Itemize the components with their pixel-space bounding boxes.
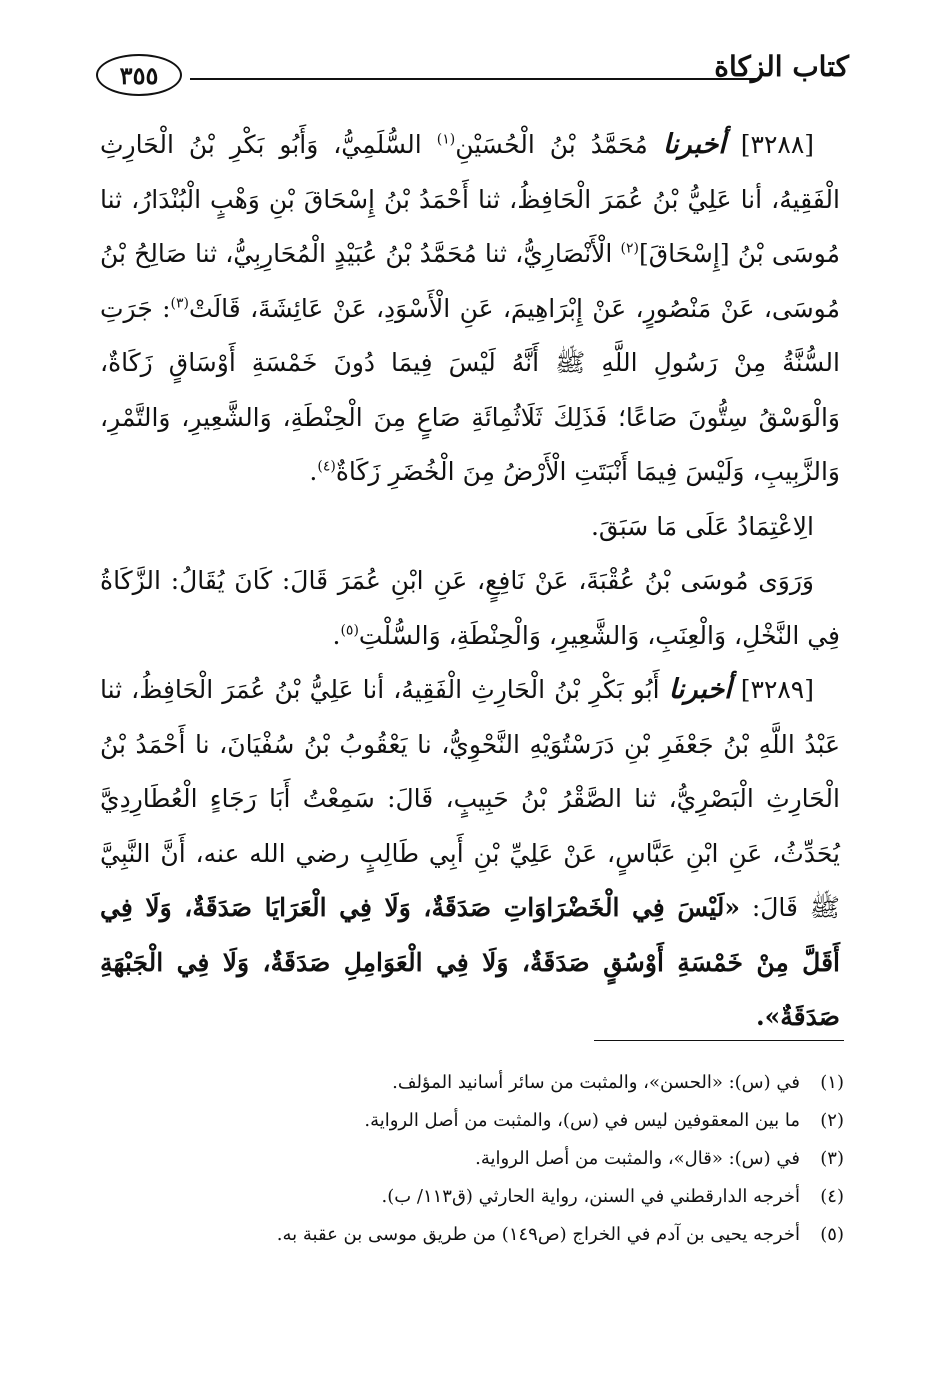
itimad-line: الِاعْتِمَادُ عَلَى مَا سَبَقَ. (590, 511, 814, 541)
main-text (100, 118, 840, 1045)
footnote-number: (٢) (820, 1110, 844, 1131)
footnote-separator (594, 1040, 844, 1041)
musa-paragraph (100, 554, 840, 663)
footnote-item (164, 1178, 844, 1216)
isnad-text: مُحَمَّدُ بْنُ الْحُسَيْنِ (455, 130, 648, 159)
book-title: كتاب الزكاة (714, 50, 849, 83)
footnote-text: ما بين المعقوفين ليس في (س)، والمثبت من أصل الرواية. (364, 1110, 800, 1131)
footnote-ref-5: (٥) (340, 622, 359, 639)
isnad-text: أَبُو بَكْرِ بْنُ الْحَارِثِ الْفَقِيهُ، أنا عَلِيُّ بْنُ عُمَرَ الْحَافِظُ، ثنا عَبْدُ اللَّهِ بْنُ جَعْفَرِ بْنِ دَرَسْتُوَيْهِ النَّحْوِيُّ، نا يَعْقُوبُ بْنُ سُفْيَانَ، نا أَحْمَدُ بْنُ الْحَارِثِ الْبَصْرِيُّ، ثنا الصَّقْرُ بْنُ حَبِيبٍ، قَالَ: سَمِعْتُ أَبَا رَجَاءٍ الْعُطَارِدِيَّ يُحَدِّثُ، عَنِ ابْنِ عَبَّاسٍ، عَنْ عَلِيِّ بْنِ أَبِي طَالِبٍ رضي الله عنه، أَنَّ النَّبِيَّ ﷺ قَالَ: (100, 675, 840, 922)
footnotes (164, 1064, 844, 1254)
footnote-number: (٣) (820, 1148, 844, 1169)
isnad-text: الْأَنْصَارِيُّ، ثنا مُحَمَّدُ بْنُ عُبَيْدٍ الْمُحَارِبِيُّ، ثنا صَالِحُ بْنُ مُوسَى، عَنْ مَنْصُورٍ، عَنْ إِبْرَاهِيمَ، عَنِ الْأَسْوَدِ، عَنْ عَائِشَةَ، قَالَتْ (100, 239, 840, 323)
footnote-ref-3: (٣) (170, 295, 190, 312)
punctuation: . (309, 457, 318, 486)
punctuation: . (332, 620, 341, 650)
akhbarana-label: أخبرنا (668, 674, 732, 705)
footnote-item (164, 1064, 844, 1102)
hadith-number: [٣٢٨٩] (740, 675, 814, 704)
matn-text: : جَرَتِ السُّنَّةُ مِنْ رَسُولِ اللَّهِ ﷺ أَنَّهُ لَيْسَ فِيمَا دُونَ خَمْسَةِ أَوْسَاقٍ زَكَاةٌ، وَالْوَسْقُ سِتُّونَ صَاعًا؛ فَذَلِكَ ثَلَاثُمِائَةِ صَاعٍ مِنَ الْحِنْطَةِ، وَالشَّعِيرِ، وَالتَّمْرِ، وَالزَّبِيبِ، وَلَيْسَ فِيمَا أَنْبَتَتِ الْأَرْضُ مِنَ الْخُضَرِ زَكَاةٌ (100, 293, 840, 486)
header-rule (190, 78, 760, 80)
hadith-number: [٣٢٨٨] (740, 130, 815, 159)
hadith-3288 (100, 118, 840, 500)
footnote-text: في (س): «الحسن»، والمثبت من سائر أسانيد المؤلف. (392, 1072, 800, 1093)
hadith-3289 (100, 663, 840, 1045)
footnote-ref-2: (٢) (620, 240, 640, 257)
prophetic-quote: «لَيْسَ فِي الْخَضْرَاوَاتِ صَدَقَةٌ، وَلَا فِي الْعَرَايَا صَدَقَةٌ، وَلَا فِي أَقَلَّ مِنْ خَمْسَةِ أَوْسُقٍ صَدَقَةٌ، وَلَا فِي الْعَوَامِلِ صَدَقَةٌ، وَلَا فِي الْجَبْهَةِ صَدَقَةٌ». (100, 893, 840, 1031)
page-number: ٣٥٥ (96, 54, 182, 96)
footnote-text: أخرجه يحيى بن آدم في الخراج (ص١٤٩) من طريق موسى بن عقبة به. (276, 1224, 800, 1245)
footnote-item (164, 1216, 844, 1254)
footnote-number: (٤) (820, 1186, 844, 1207)
footnote-number: (٥) (820, 1224, 844, 1245)
footnote-text: في (س): «قال»، والمثبت من أصل الرواية. (475, 1148, 800, 1169)
footnote-ref-4: (٤) (317, 458, 336, 475)
akhbarana-label: أخبرنا (662, 129, 726, 160)
footnote-text: أخرجه الدارقطني في السنن، رواية الحارثي (ق١١٣/ ب). (381, 1186, 800, 1207)
footnote-ref-1: (١) (436, 131, 456, 148)
page-header (0, 40, 937, 110)
isnad-text: السُّلَمِيُّ، وَأَبُو بَكْرِ بْنُ الْحَارِثِ الْفَقِيهُ، أنا عَلِيُّ بْنُ عُمَرَ الْحَافِظُ، ثنا أَحْمَدُ بْنُ إِسْحَاقَ بْنِ وَهْبٍ الْبُنْدَارُ، ثنا مُوسَى بْنُ [إِسْحَاقَ] (100, 130, 841, 268)
musa-text: وَرَوَى مُوسَى بْنُ عُقْبَةَ، عَنْ نَافِعٍ، عَنِ ابْنِ عُمَرَ قَالَ: كَانَ يُقَالُ: الزَّكَاةُ فِي النَّخْلِ، وَالْعِنَبِ، وَالشَّعِيرِ، وَالْحِنْطَةِ، وَالسُّلْتِ (100, 566, 840, 650)
footnote-number: (١) (820, 1072, 844, 1093)
footnote-item (164, 1102, 844, 1140)
footnote-item (164, 1140, 844, 1178)
